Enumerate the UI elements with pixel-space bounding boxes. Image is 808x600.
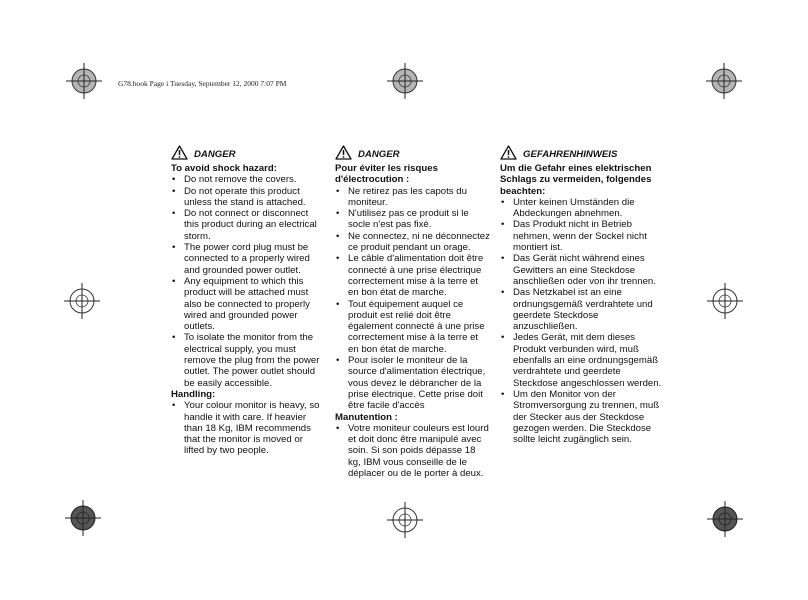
column-english: [171, 144, 323, 457]
list-item: • Das Gerät nicht während eines Gewitters an eine Steckdose anschließen oder von ihr trennen.: [500, 253, 662, 287]
list-item: • Unter keinen Umständen die Abdeckungen abnehmen.: [500, 197, 662, 220]
danger-list: [171, 174, 323, 389]
registration-mark-bottom-right: [705, 499, 745, 539]
list-item: • Das Produkt nicht in Betrieb nehmen, wenn der Sockel nicht montiert ist.: [500, 219, 662, 253]
list-item: • Ne retirez pas les capots du moniteur.: [335, 186, 490, 209]
list-item: • Um den Monitor von der Stromversorgung zu trennen, muß der Stecker aus der Steckdose gezogen werden. Die Steckdose sollte leicht zugänglich sein.: [500, 389, 662, 445]
list-item: • N'utilisez pas ce produit si le socle n'est pas fixé.: [335, 208, 490, 231]
list-item: • Jedes Gerät, mit dem dieses Produkt verbunden wird, muß ebenfalls an eine ordnungsgemäß verdrahtete und geerdete Steckdose angeschlossen werden.: [500, 332, 662, 388]
list-item: • Votre moniteur couleurs est lourd et doit donc être manipulé avec soin. Si son poids dépasse 18 kg, IBM vous conseille de le déplacer ou de le porter à deux.: [335, 423, 490, 479]
registration-mark-mid-left: [62, 281, 102, 321]
warning-title: [335, 144, 490, 160]
page-header: G78.book Page i Tuesday, September 12, 2000 7:07 PM: [118, 79, 287, 88]
registration-mark-mid-right: [705, 281, 745, 321]
warning-triangle-icon: [500, 145, 517, 160]
registration-mark-top-left: [64, 61, 104, 101]
danger-list: [335, 186, 490, 412]
registration-mark-bottom-left: [63, 498, 103, 538]
list-item: • Do not connect or disconnect this product during an electrical storm.: [171, 208, 323, 242]
warning-title: [500, 144, 662, 160]
section-heading: Pour éviter les risques d'électrocution :: [335, 163, 438, 186]
list-item: • Pour isoler le moniteur de la source d'alimentation électrique, vous devez le débrancher de la prise électrique. Cette prise doit être facile d'accès: [335, 355, 490, 411]
warning-label: DANGER: [358, 149, 400, 160]
list-item: • Any equipment to which this product will be attached must also be connected to properly wired and grounded power outlets.: [171, 276, 323, 332]
list-item: • Your colour monitor is heavy, so handle it with care. If heavier than 18 Kg, IBM recommends that the monitor is moved or lifted by two people.: [171, 400, 323, 456]
warning-triangle-icon: [335, 145, 352, 160]
list-item: • Ne connectez, ni ne déconnectez ce produit pendant un orage.: [335, 231, 490, 254]
list-item: • Le câble d'alimentation doit être connecté à une prise électrique correctement mise à la terre et en bon état de marche.: [335, 253, 490, 298]
handling-heading: Manutention :: [335, 411, 398, 423]
list-item: • To isolate the monitor from the electrical supply, you must remove the plug from the power outlet. The power outlet should be easily accessible.: [171, 332, 323, 388]
section-heading: Um die Gefahr eines elektrischen Schlags zu vermeiden, folgendes beachten:: [500, 163, 652, 197]
warning-triangle-icon: [171, 145, 188, 160]
handling-list: [171, 400, 323, 456]
registration-mark-top-center: [385, 61, 425, 101]
list-item: • Tout équipement auquel ce produit est relié doit être également connecté à une prise correctement mise à la terre et en bon état de marche.: [335, 299, 490, 355]
registration-mark-bottom-center: [385, 500, 425, 540]
warning-label: GEFAHRENHINWEIS: [523, 149, 618, 160]
list-item: • The power cord plug must be connected to a properly wired and grounded power outlet.: [171, 242, 323, 276]
column-german: [500, 144, 662, 445]
list-item: • Do not remove the covers.: [171, 174, 323, 185]
column-french: [335, 144, 490, 479]
list-item: • Do not operate this product unless the stand is attached.: [171, 186, 323, 209]
list-item: • Das Netzkabel ist an eine ordnungsgemäß verdrahtete und geerdete Steckdose anzuschließen.: [500, 287, 662, 332]
danger-list: [500, 197, 662, 446]
registration-mark-top-right: [704, 61, 744, 101]
section-heading: To avoid shock hazard:: [171, 163, 277, 174]
handling-heading: Handling:: [171, 388, 216, 400]
warning-label: DANGER: [194, 149, 236, 160]
handling-list: [335, 423, 490, 479]
warning-title: [171, 144, 323, 160]
